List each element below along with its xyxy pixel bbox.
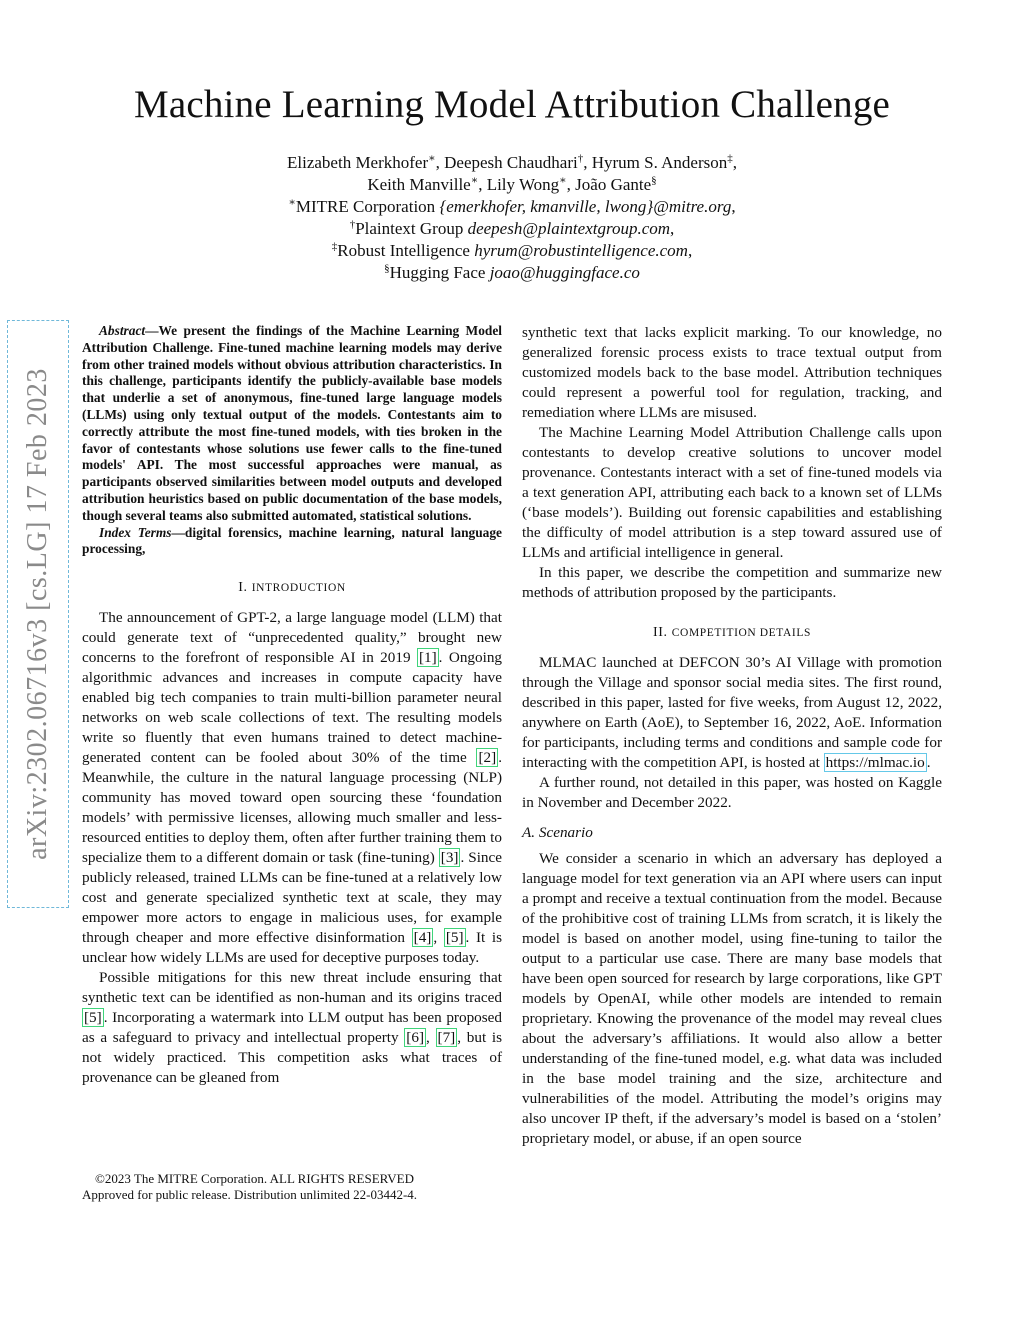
intro-paragraph-2: Possible mitigations for this new threat include ensuring that synthetic text can be identified as non-human and its origins traced [5] . Incorporating a watermark into LLM output has been proposed as a safeguard to privacy and intellectual property [6] , [7] , but is not widely practiced. This competition asks what traces of provenance can be gleaned from <box>82 969 503 1087</box>
competition-paragraph-2: A further round, not detailed in this paper, was hosted on Kaggle in November and December 2022. <box>522 774 942 811</box>
citation-link[interactable]: [5] <box>445 929 464 947</box>
paper-title: Machine Learning Model Attribution Challenge <box>133 83 891 126</box>
citation-link[interactable]: [4] <box>413 929 432 947</box>
copyright-footnote <box>82 1171 502 1203</box>
citation-link[interactable]: [7] <box>437 1029 456 1047</box>
index-terms: Index Terms—digital forensics, machine learning, natural language processing, <box>82 524 503 557</box>
citation-link[interactable]: [3] <box>440 849 459 867</box>
citation-link[interactable]: [1] <box>418 649 437 667</box>
arxiv-stamp <box>7 320 69 908</box>
section-heading-competition: II. COMPETITION DETAILS <box>653 625 811 640</box>
scenario-paragraph: We consider a scenario in which an adversary has deployed a language model for text generation via an API where users can input a prompt and receive a textual continuation from the model. Because of the prohibitive cost of training LLMs from scratch, it is likely the model is based on another model, using fine-tuning to tailor the output to a particular use case. There are many base models that have been open sourced for research by large corporations, like GPT models by OpenAI, while other models are intended to remain proprietary. Knowing the provenance of the model may reveal clues about the adversary’s affiliations. It would also allow a better understanding of the fine-tuned model, e.g. what data was included in the base model training and the size, architecture and vulnerabilities of the model. Attributing the model’s origins may also uncover IP theft, if the adversary’s model is based on a ‘stolen’ proprietary model, or abuse, if an open source <box>522 850 942 1147</box>
mlmac-url-link[interactable]: https://mlmac.io <box>825 754 925 771</box>
author-line-1: Elizabeth Merkhofer∗, Deepesh Chaudhari†, Hyrum S. Anderson‡, <box>287 152 737 172</box>
intro-paragraph-2-continued: synthetic text that lacks explicit marking. To our knowledge, no generalized forensic process exists to trace textual output from customized models back to the base model. Attribution techniques could represent a powerful tool for regulation, tracking, and remediation where LLMs are misused. <box>522 324 942 421</box>
affiliation-huggingface: §Hugging Face joao@huggingface.co <box>384 262 640 282</box>
intro-paragraph-3: The Machine Learning Model Attribution Challenge calls upon contestants to develop creative solutions to uncover model provenance. Contestants interact with a set of fine-tuned models via a text generation API, attributing each back to a known set of LLMs (‘base models’). Building out forensic capabilities and establishing the difficulty of model attribution is a step toward assured use of LLMs and artificial intelligence in general. <box>522 424 942 561</box>
section-heading-introduction: I. INTRODUCTION <box>238 580 346 596</box>
affiliation-mitre: ∗MITRE Corporation {emerkhofer, kmanville, lwong}@mitre.org, <box>288 196 736 216</box>
left-column <box>82 323 502 1088</box>
approval-line: Approved for public release. Distribution unlimited 22-03442-4. <box>82 1187 418 1202</box>
abstract: Abstract—We present the findings of the Machine Learning Model Attribution Challenge. Fine-tuned machine learning models may derive from other trained models without obvious attribution characteristics. In this challenge, participants identify the publicly-available base models that underlie a set of anonymous, fine-tuned large language models (LLMs) using only textual output of the models. Contestants aim to correctly attribute the most fine-tuned models, with ties broken in the favor of contestants whose solutions use fewer calls to the fine-tuned models' API. The most successful approaches were manual, as participants observed similarities between model outputs and developed attribution heuristics based on public documentation of the base models, though several teams also submitted automated, statistical solutions. <box>82 323 502 523</box>
competition-paragraph-1: MLMAC launched at DEFCON 30’s AI Village with promotion through the Village and sponsor social media sites. The first round, described in this paper, lasted for five weeks, from August 12, 2022, anywhere on Earth (AoE), to September 16, 2022, AoE. Information for participants, including terms and conditions and sample code for interacting with the competition API, is hosted at https://mlmac.io . <box>522 654 942 771</box>
author-line-2: Keith Manville∗, Lily Wong∗, João Gante§ <box>367 174 657 194</box>
citation-link[interactable]: [5] <box>84 1009 102 1027</box>
arxiv-id-text: arXiv:2302.06716v3 [cs.LG] 17 Feb 2023 <box>22 368 53 860</box>
subsection-heading-scenario: A. Scenario <box>522 824 593 841</box>
author-block <box>0 152 1024 284</box>
intro-paragraph-1: The announcement of GPT-2, a large language model (LLM) that could generate text of “unprecedented quality,” brought new concerns to the forefront of responsible AI in 2019 [1] . Ongoing algorithmic advances and increases in compute capacity have enabled big tech companies to train multi-billion parameter neural networks on web scale collections of text. The resulting models write so fluently that even humans trained to detect machine-generated content can be fooled about 30% of the time [2] . Meanwhile, the culture in the natural language processing (NLP) community has moved toward open sourcing these ‘foundation models’ with permissive licenses, allowing much smaller and less-resourced entities to deploy them, often after further training them to specialize them to a different domain or task (fine-tuning) [3] . Since publicly released, trained LLMs can be fine-tuned at a relatively low cost and generate specialized synthetic text at scale, they may empower more actors to engage in malicious uses, for example through cheaper and more effective disinformation [4] , [5] . It is unclear how widely LLMs are used for deceptive purposes today. <box>82 609 503 967</box>
copyright-line: ©2023 The MITRE Corporation. ALL RIGHTS RESERVED <box>95 1171 415 1186</box>
citation-link[interactable]: [2] <box>478 749 497 767</box>
right-column <box>522 323 942 1149</box>
citation-link[interactable]: [6] <box>406 1029 425 1047</box>
affiliation-plaintext: †Plaintext Group deepesh@plaintextgroup.com, <box>349 218 675 238</box>
affiliation-robust: ‡Robust Intelligence hyrum@robustintelligence.com, <box>331 240 693 260</box>
intro-paragraph-4: In this paper, we describe the competition and summarize new methods of attribution proposed by the participants. <box>522 564 942 601</box>
